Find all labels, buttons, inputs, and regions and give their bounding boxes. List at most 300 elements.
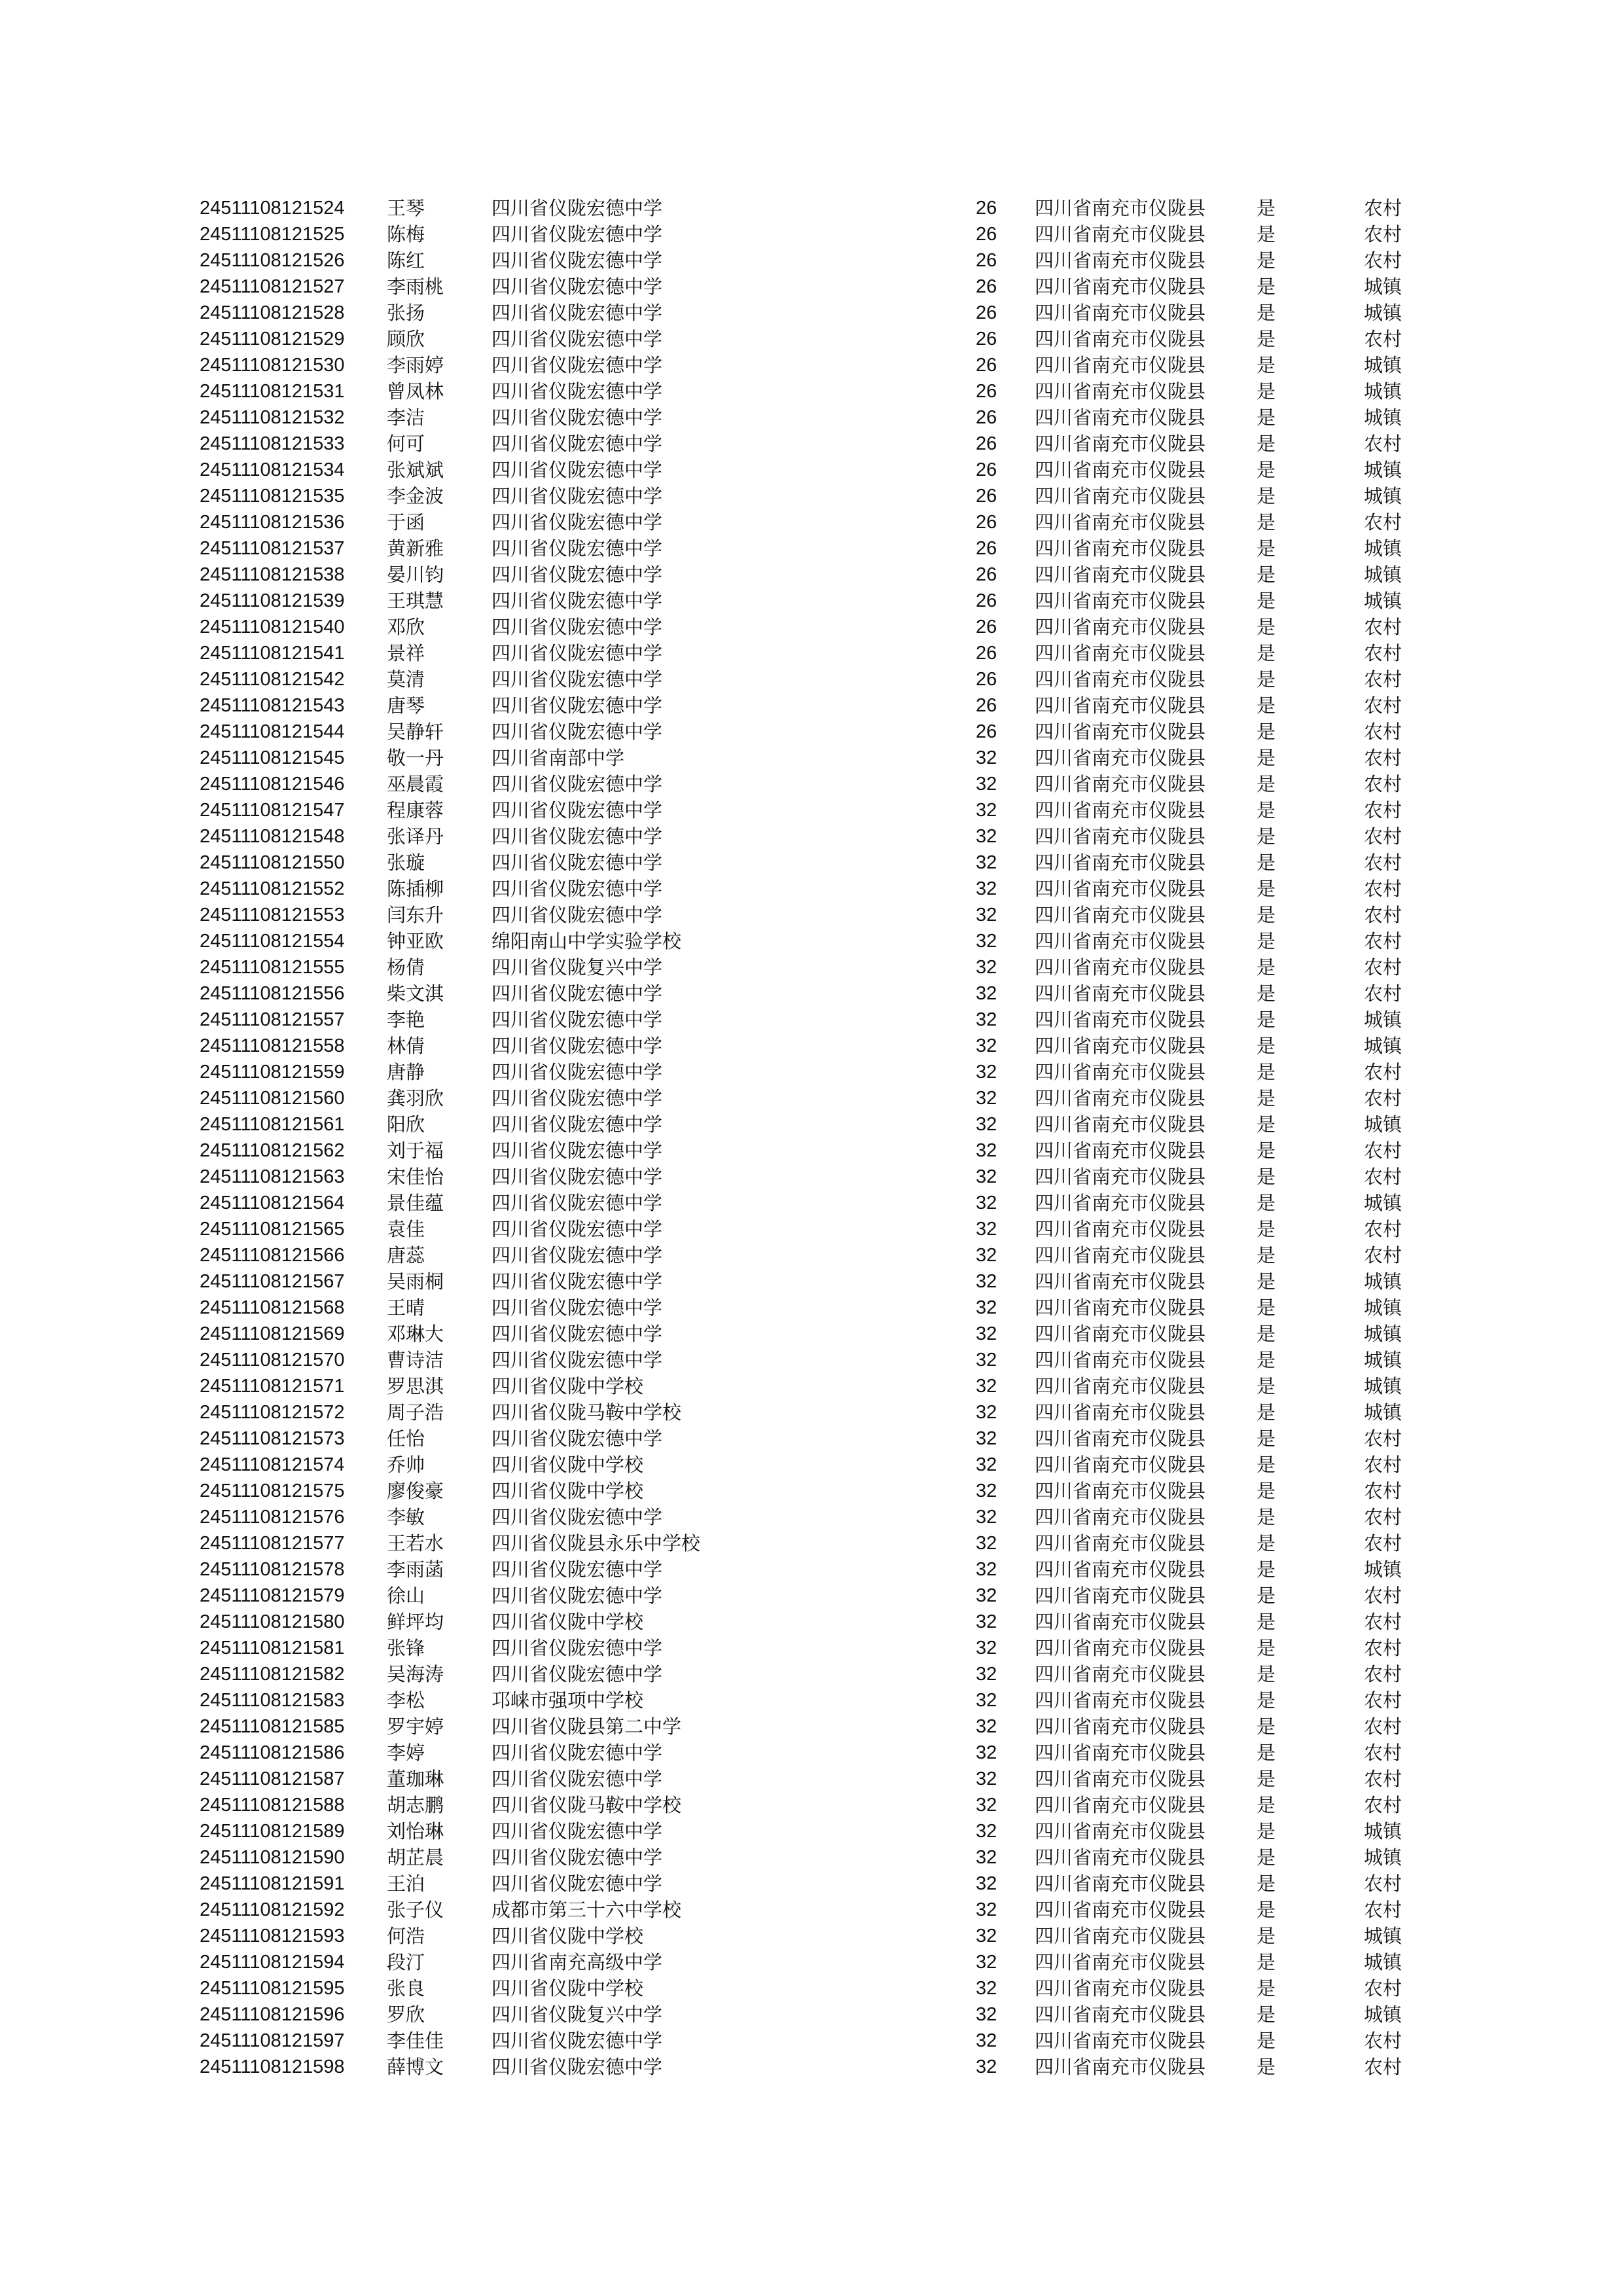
flag-cell: 是	[1257, 485, 1276, 507]
table-row	[200, 980, 1423, 1007]
name-cell: 敬一丹	[387, 747, 444, 769]
code-cell: 32	[976, 1821, 997, 1842]
table-row	[200, 195, 1423, 221]
flag-cell: 是	[1257, 878, 1276, 900]
name-cell: 杨倩	[387, 956, 425, 978]
residence-type-cell: 农村	[1364, 825, 1402, 848]
school-cell: 四川省仪陇宏德中学	[491, 904, 663, 926]
residence-type-cell: 农村	[1364, 1637, 1402, 1659]
code-cell: 32	[976, 1899, 997, 1920]
school-cell: 四川省仪陇宏德中学	[491, 721, 663, 743]
region-cell: 四川省南充市仪陇县	[1035, 302, 1206, 324]
code-cell: 26	[976, 224, 997, 245]
region-cell: 四川省南充市仪陇县	[1035, 1139, 1206, 1162]
code-cell: 32	[976, 1402, 997, 1423]
region-cell: 四川省南充市仪陇县	[1035, 380, 1206, 403]
exam-number-cell: 24511108121525	[200, 224, 345, 245]
residence-type-cell: 城镇	[1364, 1113, 1402, 1136]
name-cell: 何浩	[387, 1925, 425, 1947]
residence-type-cell: 农村	[1364, 642, 1402, 664]
flag-cell: 是	[1257, 694, 1276, 717]
residence-type-cell: 城镇	[1364, 537, 1402, 560]
flag-cell: 是	[1257, 1846, 1276, 1869]
code-cell: 32	[976, 1480, 997, 1501]
table-row	[200, 823, 1423, 850]
school-cell: 四川省仪陇宏德中学	[491, 590, 663, 612]
region-cell: 四川省南充市仪陇县	[1035, 1113, 1206, 1136]
flag-cell: 是	[1257, 223, 1276, 245]
residence-type-cell: 城镇	[1364, 1035, 1402, 1057]
flag-cell: 是	[1257, 564, 1276, 586]
exam-number-cell: 24511108121526	[200, 250, 345, 271]
exam-number-cell: 24511108121535	[200, 486, 345, 507]
table-row	[200, 1190, 1423, 1216]
flag-cell: 是	[1257, 642, 1276, 664]
code-cell: 26	[976, 643, 997, 664]
region-cell: 四川省南充市仪陇县	[1035, 1715, 1206, 1738]
region-cell: 四川省南充市仪陇县	[1035, 1323, 1206, 1345]
name-cell: 李佳佳	[387, 2030, 444, 2052]
flag-cell: 是	[1257, 1401, 1276, 1424]
residence-type-cell: 城镇	[1364, 459, 1402, 481]
region-cell: 四川省南充市仪陇县	[1035, 930, 1206, 952]
exam-number-cell: 24511108121543	[200, 695, 345, 716]
name-cell: 何可	[387, 433, 425, 455]
table-row	[200, 1059, 1423, 1085]
table-row	[200, 1792, 1423, 1818]
flag-cell: 是	[1257, 1192, 1276, 1214]
school-cell: 四川省仪陇宏德中学	[491, 537, 663, 560]
table-row	[200, 1923, 1423, 1949]
school-cell: 四川省仪陇宏德中学	[491, 1009, 663, 1031]
region-cell: 四川省南充市仪陇县	[1035, 1297, 1206, 1319]
code-cell: 26	[976, 695, 997, 716]
table-row	[200, 876, 1423, 902]
name-cell: 邓欣	[387, 616, 425, 638]
school-cell: 四川省仪陇宏德中学	[491, 1087, 663, 1109]
residence-type-cell: 农村	[1364, 616, 1402, 638]
table-row	[200, 902, 1423, 928]
name-cell: 曹诗洁	[387, 1349, 444, 1371]
code-cell: 26	[976, 512, 997, 533]
table-row	[200, 562, 1423, 588]
exam-number-cell: 24511108121576	[200, 1507, 345, 1528]
residence-type-cell: 农村	[1364, 1244, 1402, 1266]
name-cell: 罗宇婷	[387, 1715, 444, 1738]
code-cell: 26	[976, 355, 997, 376]
exam-number-cell: 24511108121558	[200, 1035, 345, 1056]
name-cell: 柴文淇	[387, 982, 444, 1005]
exam-number-cell: 24511108121547	[200, 800, 345, 821]
table-row	[200, 1713, 1423, 1740]
region-cell: 四川省南充市仪陇县	[1035, 564, 1206, 586]
code-cell: 32	[976, 1297, 997, 1318]
exam-number-cell: 24511108121527	[200, 276, 345, 297]
name-cell: 邓琳大	[387, 1323, 444, 1345]
flag-cell: 是	[1257, 1925, 1276, 1947]
exam-number-cell: 24511108121582	[200, 1664, 345, 1685]
exam-number-cell: 24511108121575	[200, 1480, 345, 1501]
code-cell: 32	[976, 1350, 997, 1371]
name-cell: 景祥	[387, 642, 425, 664]
school-cell: 四川省仪陇中学校	[491, 1375, 644, 1397]
code-cell: 26	[976, 486, 997, 507]
exam-number-cell: 24511108121529	[200, 329, 345, 350]
school-cell: 四川省仪陇宏德中学	[491, 1192, 663, 1214]
flag-cell: 是	[1257, 1166, 1276, 1188]
code-cell: 32	[976, 1559, 997, 1580]
table-row	[200, 1661, 1423, 1687]
name-cell: 张良	[387, 1977, 425, 2000]
region-cell: 四川省南充市仪陇县	[1035, 2003, 1206, 2026]
code-cell: 26	[976, 433, 997, 454]
code-cell: 32	[976, 1768, 997, 1789]
exam-number-cell: 24511108121546	[200, 774, 345, 795]
table-row	[200, 797, 1423, 823]
residence-type-cell: 城镇	[1364, 1297, 1402, 1319]
school-cell: 四川省仪陇宏德中学	[491, 1035, 663, 1057]
flag-cell: 是	[1257, 668, 1276, 691]
exam-number-cell: 24511108121586	[200, 1742, 345, 1763]
flag-cell: 是	[1257, 1087, 1276, 1109]
table-row	[200, 247, 1423, 274]
exam-number-cell: 24511108121591	[200, 1873, 345, 1894]
region-cell: 四川省南充市仪陇县	[1035, 328, 1206, 350]
school-cell: 四川省仪陇中学校	[491, 1480, 644, 1502]
region-cell: 四川省南充市仪陇县	[1035, 1846, 1206, 1869]
region-cell: 四川省南充市仪陇县	[1035, 852, 1206, 874]
name-cell: 吴雨桐	[387, 1270, 444, 1293]
table-row	[200, 1687, 1423, 1713]
name-cell: 陈梅	[387, 223, 425, 245]
region-cell: 四川省南充市仪陇县	[1035, 1087, 1206, 1109]
residence-type-cell: 农村	[1364, 1663, 1402, 1685]
region-cell: 四川省南充市仪陇县	[1035, 1035, 1206, 1057]
code-cell: 32	[976, 852, 997, 873]
code-cell: 32	[976, 1219, 997, 1240]
residence-type-cell: 农村	[1364, 956, 1402, 978]
region-cell: 四川省南充市仪陇县	[1035, 825, 1206, 848]
code-cell: 32	[976, 2030, 997, 2051]
name-cell: 薛博文	[387, 2056, 444, 2078]
residence-type-cell: 农村	[1364, 1715, 1402, 1738]
name-cell: 罗欣	[387, 2003, 425, 2026]
region-cell: 四川省南充市仪陇县	[1035, 642, 1206, 664]
exam-number-cell: 24511108121563	[200, 1166, 345, 1187]
flag-cell: 是	[1257, 197, 1276, 219]
name-cell: 晏川钧	[387, 564, 444, 586]
residence-type-cell: 农村	[1364, 878, 1402, 900]
school-cell: 四川省仪陇宏德中学	[491, 276, 663, 298]
name-cell: 王琪慧	[387, 590, 444, 612]
residence-type-cell: 农村	[1364, 1427, 1402, 1450]
school-cell: 四川省仪陇宏德中学	[491, 485, 663, 507]
region-cell: 四川省南充市仪陇县	[1035, 433, 1206, 455]
name-cell: 张子仪	[387, 1899, 444, 1921]
exam-number-cell: 24511108121556	[200, 983, 345, 1004]
residence-type-cell: 农村	[1364, 1611, 1402, 1633]
name-cell: 林倩	[387, 1035, 425, 1057]
exam-number-cell: 24511108121548	[200, 826, 345, 847]
region-cell: 四川省南充市仪陇县	[1035, 773, 1206, 795]
name-cell: 乔帅	[387, 1454, 425, 1476]
code-cell: 32	[976, 1376, 997, 1397]
code-cell: 32	[976, 1454, 997, 1475]
region-cell: 四川省南充市仪陇县	[1035, 1611, 1206, 1633]
exam-number-cell: 24511108121567	[200, 1271, 345, 1292]
school-cell: 四川省仪陇中学校	[491, 1454, 644, 1476]
code-cell: 32	[976, 1062, 997, 1083]
code-cell: 32	[976, 931, 997, 952]
table-row	[200, 588, 1423, 614]
name-cell: 刘于福	[387, 1139, 444, 1162]
residence-type-cell: 城镇	[1364, 1349, 1402, 1371]
table-row	[200, 2054, 1423, 2080]
flag-cell: 是	[1257, 1689, 1276, 1712]
code-cell: 26	[976, 407, 997, 428]
residence-type-cell: 农村	[1364, 1873, 1402, 1895]
table-row	[200, 1766, 1423, 1792]
exam-number-cell: 24511108121534	[200, 459, 345, 480]
name-cell: 李金波	[387, 485, 444, 507]
exam-number-cell: 24511108121572	[200, 1402, 345, 1423]
code-cell: 26	[976, 590, 997, 611]
school-cell: 四川省仪陇县第二中学	[491, 1715, 682, 1738]
table-row	[200, 352, 1423, 378]
school-cell: 四川省仪陇马鞍中学校	[491, 1401, 682, 1424]
exam-number-cell: 24511108121554	[200, 931, 345, 952]
table-row	[200, 1268, 1423, 1295]
table-row	[200, 1426, 1423, 1452]
exam-number-cell: 24511108121555	[200, 957, 345, 978]
code-cell: 26	[976, 538, 997, 559]
residence-type-cell: 农村	[1364, 1977, 1402, 2000]
school-cell: 四川省仪陇宏德中学	[491, 616, 663, 638]
table-row	[200, 745, 1423, 771]
table-row	[200, 1399, 1423, 1426]
region-cell: 四川省南充市仪陇县	[1035, 1742, 1206, 1764]
name-cell: 董珈琳	[387, 1768, 444, 1790]
name-cell: 钟亚欧	[387, 930, 444, 952]
region-cell: 四川省南充市仪陇县	[1035, 1166, 1206, 1188]
school-cell: 四川省仪陇宏德中学	[491, 1297, 663, 1319]
name-cell: 王晴	[387, 1297, 425, 1319]
region-cell: 四川省南充市仪陇县	[1035, 1558, 1206, 1581]
code-cell: 32	[976, 1533, 997, 1554]
school-cell: 四川省仪陇宏德中学	[491, 564, 663, 586]
region-cell: 四川省南充市仪陇县	[1035, 485, 1206, 507]
table-row	[200, 1373, 1423, 1399]
residence-type-cell: 农村	[1364, 197, 1402, 219]
name-cell: 陈红	[387, 249, 425, 272]
flag-cell: 是	[1257, 1297, 1276, 1319]
code-cell: 26	[976, 198, 997, 219]
code-cell: 32	[976, 2004, 997, 2025]
exam-number-cell: 24511108121587	[200, 1768, 345, 1789]
exam-number-cell: 24511108121524	[200, 198, 345, 219]
flag-cell: 是	[1257, 930, 1276, 952]
residence-type-cell: 农村	[1364, 773, 1402, 795]
table-row	[200, 1321, 1423, 1347]
school-cell: 四川省仪陇宏德中学	[491, 642, 663, 664]
name-cell: 王琴	[387, 197, 425, 219]
exam-number-cell: 24511108121539	[200, 590, 345, 611]
exam-number-cell: 24511108121538	[200, 564, 345, 585]
region-cell: 四川省南充市仪陇县	[1035, 1192, 1206, 1214]
table-row	[200, 1007, 1423, 1033]
flag-cell: 是	[1257, 799, 1276, 821]
table-row	[200, 509, 1423, 535]
code-cell: 32	[976, 1035, 997, 1056]
residence-type-cell: 城镇	[1364, 380, 1402, 403]
name-cell: 莫清	[387, 668, 425, 691]
region-cell: 四川省南充市仪陇县	[1035, 1768, 1206, 1790]
region-cell: 四川省南充市仪陇县	[1035, 249, 1206, 272]
school-cell: 成都市第三十六中学校	[491, 1899, 682, 1921]
school-cell: 四川省仪陇中学校	[491, 1925, 644, 1947]
school-cell: 四川省仪陇中学校	[491, 1977, 644, 2000]
table-row	[200, 1844, 1423, 1871]
exam-number-cell: 24511108121531	[200, 381, 345, 402]
residence-type-cell: 农村	[1364, 799, 1402, 821]
flag-cell: 是	[1257, 1532, 1276, 1554]
name-cell: 宋佳怡	[387, 1166, 444, 1188]
table-row	[200, 1242, 1423, 1268]
table-row	[200, 1216, 1423, 1242]
flag-cell: 是	[1257, 1375, 1276, 1397]
name-cell: 李艳	[387, 1009, 425, 1031]
flag-cell: 是	[1257, 1873, 1276, 1895]
code-cell: 32	[976, 957, 997, 978]
flag-cell: 是	[1257, 2056, 1276, 2078]
flag-cell: 是	[1257, 1742, 1276, 1764]
table-row	[200, 1556, 1423, 1583]
residence-type-cell: 农村	[1364, 1506, 1402, 1528]
school-cell: 四川省仪陇宏德中学	[491, 1558, 663, 1581]
flag-cell: 是	[1257, 1035, 1276, 1057]
residence-type-cell: 农村	[1364, 1218, 1402, 1240]
table-row	[200, 535, 1423, 562]
table-row	[200, 666, 1423, 692]
table-row	[200, 274, 1423, 300]
school-cell: 四川省仪陇宏德中学	[491, 1820, 663, 1842]
flag-cell: 是	[1257, 1218, 1276, 1240]
code-cell: 32	[976, 1873, 997, 1894]
flag-cell: 是	[1257, 1480, 1276, 1502]
exam-number-cell: 24511108121545	[200, 747, 345, 768]
code-cell: 32	[976, 1742, 997, 1763]
flag-cell: 是	[1257, 1506, 1276, 1528]
residence-type-cell: 城镇	[1364, 1820, 1402, 1842]
residence-type-cell: 城镇	[1364, 406, 1402, 429]
flag-cell: 是	[1257, 852, 1276, 874]
region-cell: 四川省南充市仪陇县	[1035, 799, 1206, 821]
region-cell: 四川省南充市仪陇县	[1035, 982, 1206, 1005]
table-row	[200, 1897, 1423, 1923]
exam-number-cell: 24511108121565	[200, 1219, 345, 1240]
region-cell: 四川省南充市仪陇县	[1035, 223, 1206, 245]
name-cell: 唐琴	[387, 694, 425, 717]
residence-type-cell: 城镇	[1364, 485, 1402, 507]
code-cell: 32	[976, 2056, 997, 2077]
table-row	[200, 1740, 1423, 1766]
region-cell: 四川省南充市仪陇县	[1035, 694, 1206, 717]
code-cell: 32	[976, 800, 997, 821]
table-row	[200, 1818, 1423, 1844]
residence-type-cell: 农村	[1364, 328, 1402, 350]
school-cell: 四川省仪陇宏德中学	[491, 1846, 663, 1869]
residence-type-cell: 农村	[1364, 1742, 1402, 1764]
flag-cell: 是	[1257, 328, 1276, 350]
code-cell: 26	[976, 329, 997, 350]
exam-number-cell: 24511108121560	[200, 1088, 345, 1109]
residence-type-cell: 农村	[1364, 1166, 1402, 1188]
code-cell: 26	[976, 669, 997, 690]
flag-cell: 是	[1257, 1715, 1276, 1738]
name-cell: 李雨婷	[387, 354, 444, 376]
residence-type-cell: 农村	[1364, 694, 1402, 717]
residence-type-cell: 城镇	[1364, 354, 1402, 376]
name-cell: 吴静轩	[387, 721, 444, 743]
school-cell: 四川省仪陇宏德中学	[491, 799, 663, 821]
school-cell: 四川省仪陇宏德中学	[491, 773, 663, 795]
exam-number-cell: 24511108121594	[200, 1952, 345, 1973]
code-cell: 32	[976, 1716, 997, 1737]
residence-type-cell: 城镇	[1364, 1192, 1402, 1214]
school-cell: 四川省仪陇宏德中学	[491, 852, 663, 874]
table-row	[200, 1635, 1423, 1661]
flag-cell: 是	[1257, 721, 1276, 743]
name-cell: 段汀	[387, 1951, 425, 1973]
name-cell: 罗思淇	[387, 1375, 444, 1397]
code-cell: 26	[976, 250, 997, 271]
region-cell: 四川省南充市仪陇县	[1035, 1480, 1206, 1502]
exam-number-cell: 24511108121571	[200, 1376, 345, 1397]
school-cell: 四川省仪陇宏德中学	[491, 878, 663, 900]
school-cell: 四川省仪陇宏德中学	[491, 459, 663, 481]
flag-cell: 是	[1257, 1113, 1276, 1136]
table-row	[200, 1949, 1423, 1975]
name-cell: 刘怡琳	[387, 1820, 444, 1842]
school-cell: 四川省仪陇宏德中学	[491, 1323, 663, 1345]
residence-type-cell: 城镇	[1364, 1846, 1402, 1869]
region-cell: 四川省南充市仪陇县	[1035, 1401, 1206, 1424]
name-cell: 李敏	[387, 1506, 425, 1528]
residence-type-cell: 城镇	[1364, 1375, 1402, 1397]
table-row	[200, 1033, 1423, 1059]
code-cell: 32	[976, 1245, 997, 1266]
flag-cell: 是	[1257, 590, 1276, 612]
name-cell: 巫晨霞	[387, 773, 444, 795]
exam-number-cell: 24511108121566	[200, 1245, 345, 1266]
table-row	[200, 221, 1423, 247]
region-cell: 四川省南充市仪陇县	[1035, 1637, 1206, 1659]
school-cell: 四川省仪陇宏德中学	[491, 249, 663, 272]
region-cell: 四川省南充市仪陇县	[1035, 1061, 1206, 1083]
exam-number-cell: 24511108121573	[200, 1428, 345, 1449]
name-cell: 闫东升	[387, 904, 444, 926]
name-cell: 张斌斌	[387, 459, 444, 481]
exam-number-cell: 24511108121597	[200, 2030, 345, 2051]
region-cell: 四川省南充市仪陇县	[1035, 1427, 1206, 1450]
exam-number-cell: 24511108121579	[200, 1585, 345, 1606]
school-cell: 四川省仪陇宏德中学	[491, 354, 663, 376]
region-cell: 四川省南充市仪陇县	[1035, 590, 1206, 612]
flag-cell: 是	[1257, 1611, 1276, 1633]
flag-cell: 是	[1257, 1349, 1276, 1371]
region-cell: 四川省南充市仪陇县	[1035, 1951, 1206, 1973]
flag-cell: 是	[1257, 406, 1276, 429]
